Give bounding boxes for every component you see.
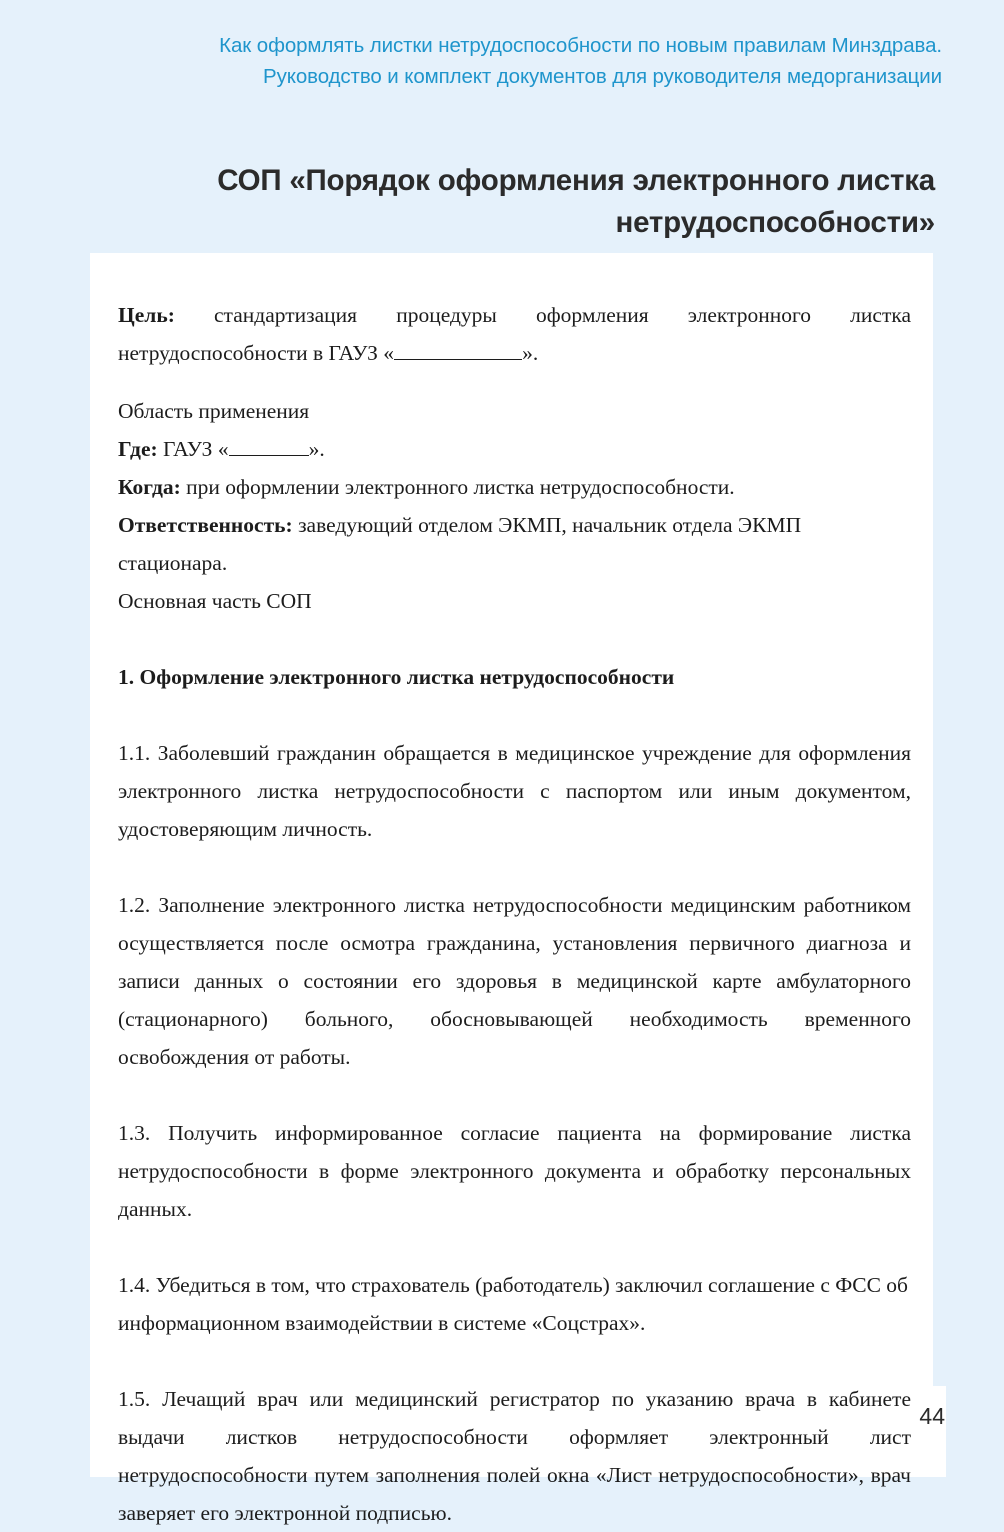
page-title-line-2: нетрудоспособности» bbox=[615, 206, 935, 239]
blank-fill-line-organization bbox=[394, 342, 522, 360]
page-title bbox=[90, 160, 935, 244]
label-purpose: Цель: bbox=[118, 303, 175, 327]
clause-1-4: 1.4. Убедиться в том, что страхователь (работодатель) заключил соглашение с ФСС об информационном взаимодействии в системе «Соцстрах». bbox=[118, 1273, 908, 1335]
paragraph-main-part-heading: Основная часть СОП bbox=[118, 589, 312, 613]
spacer bbox=[118, 620, 911, 658]
when-text: при оформлении электронного листка нетрудоспособности. bbox=[180, 475, 735, 499]
running-head-line-2: Руководство и комплект документов для руководителя медорганизации bbox=[263, 65, 942, 88]
clause-1-2: 1.2. Заполнение электронного листка нетрудоспособности медицинским работником осуществляется после осмотра гражданина, установления первичного диагноза и записи данных о состоянии его здоровья в медицинской карте амбулаторного (стационарного) больного, обосновывающей необходимость временного освобождения от работы. bbox=[118, 893, 911, 1069]
purpose-text-before: стандартизация процедуры оформления электронного листка нетрудоспособности в ГАУЗ « bbox=[118, 303, 911, 365]
running-head bbox=[0, 0, 1004, 92]
label-when: Когда: bbox=[118, 475, 181, 499]
clause-1-1: 1.1. Заболевший гражданин обращается в медицинское учреждение для оформления электронного листка нетрудоспособности с паспортом или иным документом, удостоверяющим личность. bbox=[118, 741, 911, 841]
spacer bbox=[118, 848, 911, 886]
purpose-text-after: ». bbox=[522, 341, 539, 365]
where-text-after: ». bbox=[308, 437, 325, 461]
page-title-line-1: СОП «Порядок оформления электронного листка bbox=[217, 164, 935, 197]
page-number: 44 bbox=[919, 1403, 945, 1429]
paragraph-responsibility bbox=[118, 506, 911, 582]
paragraph-scope-heading: Область применения bbox=[118, 399, 310, 423]
where-text-before: ГАУЗ « bbox=[157, 437, 229, 461]
spacer bbox=[118, 1342, 911, 1380]
paragraph-where bbox=[118, 430, 911, 468]
section-heading-1: 1. Оформление электронного листка нетрудоспособности bbox=[118, 665, 675, 689]
clause-1-3: 1.3. Получить информированное согласие пациента на формирование листка нетрудоспособности в форме электронного документа и обработку персональных данных. bbox=[118, 1121, 911, 1221]
label-responsibility: Ответственность: bbox=[118, 513, 293, 537]
spacer bbox=[118, 696, 911, 734]
paragraph-when bbox=[118, 468, 911, 506]
document-body bbox=[118, 296, 911, 1532]
running-head-line-1: Как оформлять листки нетрудоспособности по новым правилам Минздрава. bbox=[219, 34, 942, 57]
blank-fill-line-where bbox=[229, 438, 309, 456]
spacer bbox=[118, 1076, 911, 1114]
paragraph-purpose bbox=[118, 296, 911, 372]
title-block bbox=[90, 160, 935, 244]
spacer bbox=[118, 1228, 911, 1266]
spacer bbox=[118, 372, 911, 392]
label-where: Где: bbox=[118, 437, 158, 461]
clause-1-5: 1.5. Лечащий врач или медицинский регистратор по указанию врача в кабинете выдачи листков нетрудоспособности оформляет электронный лист нетрудоспособности путем заполнения полей окна «Лист нетрудоспособности», врач заверяет его электронной подписью. bbox=[118, 1387, 911, 1525]
responsibility-text: заведующий отделом ЭКМП, начальник отдела ЭКМП стационара. bbox=[118, 513, 802, 575]
